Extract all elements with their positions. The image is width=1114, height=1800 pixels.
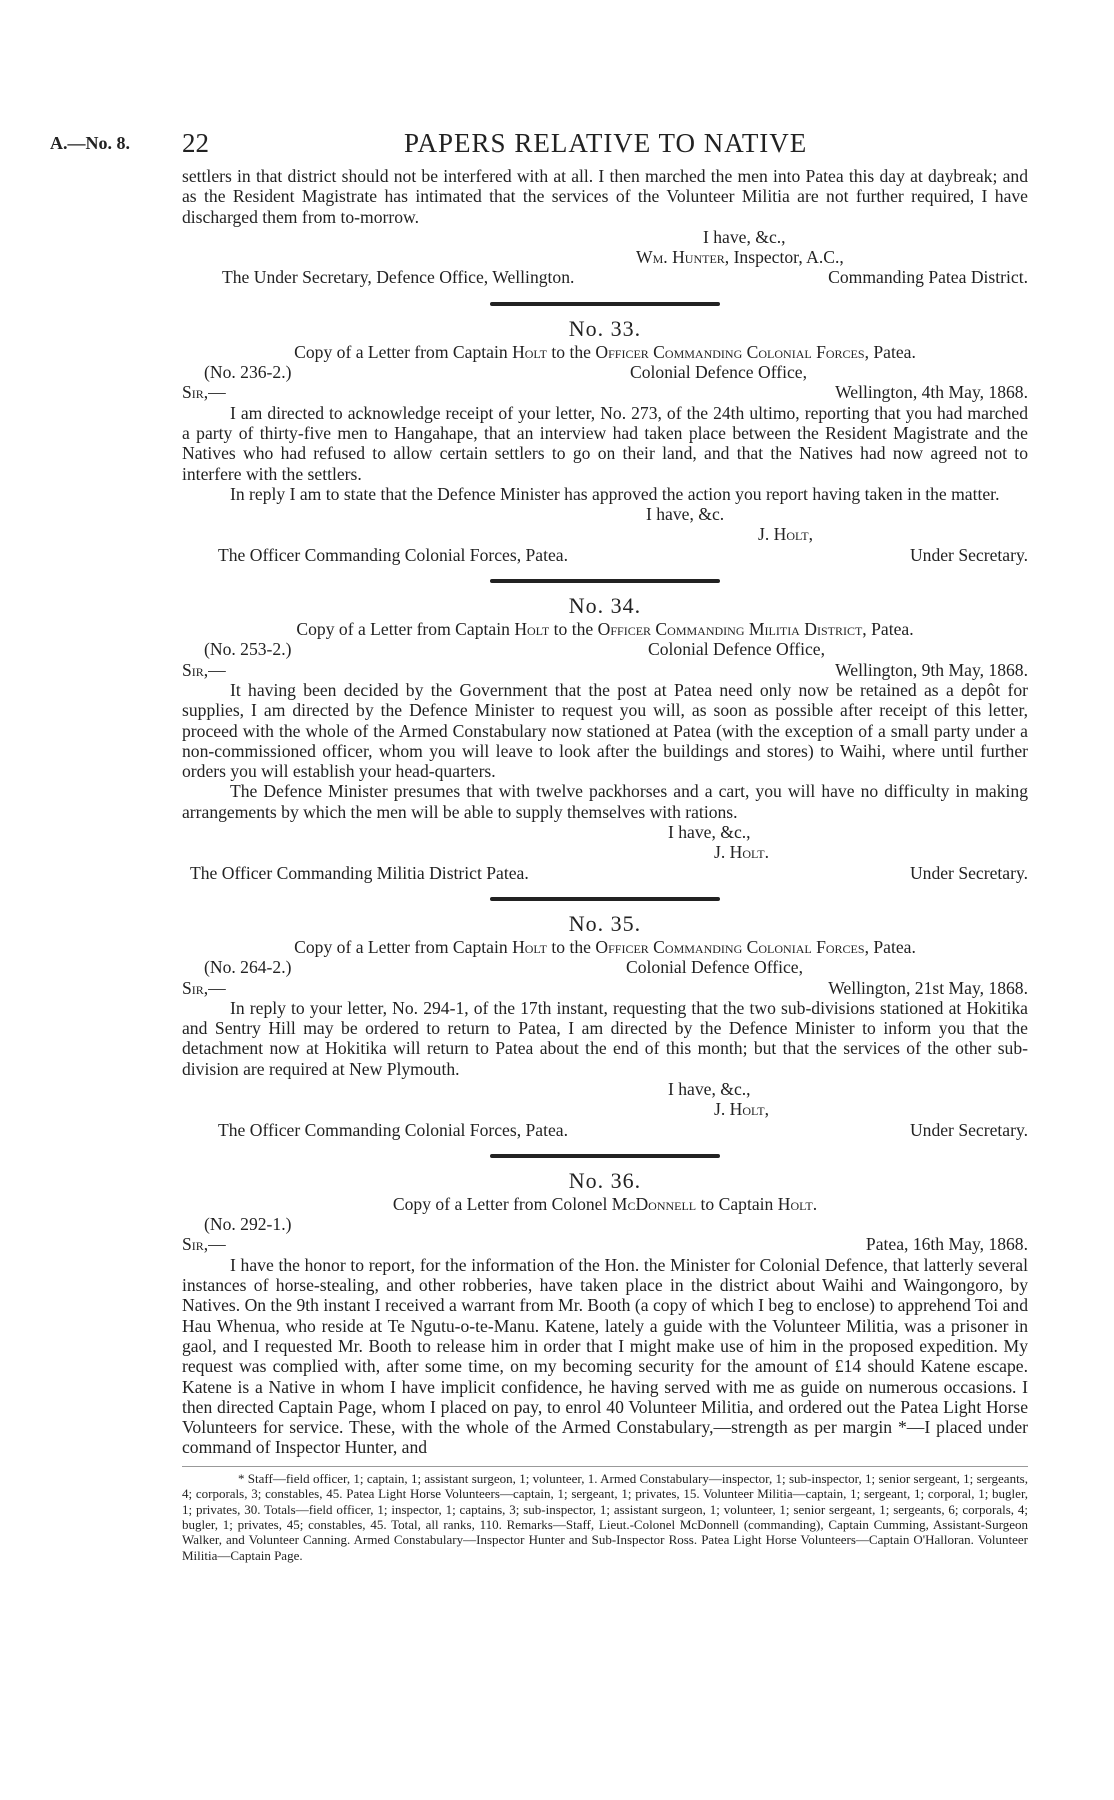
paragraph: I have the honor to report, for the information of the Hon. the Minister for Colonial Defence, that latterly several instances of horse-stealing, and other robberies, have taken place in the district about Waihi and Waingongoro, by Natives. On the 9th instant I received a warrant from Mr. Booth (a copy of which I beg to enclose) to apprehend Toi and Hau Whenua, who reside at Te Ngutu-o-te-Manu. Katene, lately a guide with the Volunteer Militia, was a prisoner in gaol, and I requested Mr. Booth to release him in order that I might make use of him in the proposed expedition. My request was complied with, after some time, on my becoming security for the amount of £14 should Katene escape. Katene is a Native in whom I have implicit confidence, he having served with me as guide on numerous occasions. I then directed Captain Page, whom I placed on pay, to enrol 40 Volunteer Militia, and ordered out the Patea Light Horse Volunteers for service. These, with the whole of the Armed Constabulary,—strength as per margin *—I placed under command of Inspector Hunter, and [182,1254,1028,1458]
paragraph: The Defence Minister presumes that with twelve packhorses and a cart, you will have no difficulty in making arrangements by which the men will be able to supply themselves with rations. [182,781,1028,822]
footnote [182,1466,1028,1563]
closing: I have, &c., [668,1078,751,1099]
section-divider [490,302,720,306]
letter-number: No. 34. [568,593,642,619]
addressee: The Officer Commanding Militia District Patea. [190,862,529,883]
letter-heading: Copy of a Letter from Colonel McDonnell to Captain Holt. [392,1193,818,1214]
letter-number: No. 35. [568,910,642,936]
letter-date: Wellington, 9th May, 1868. [835,659,1028,680]
letter-33 [182,316,1028,565]
letter-34 [182,593,1028,883]
continuation-paragraph: settlers in that district should not be interfered with at all. I then marched the men into Patea this day at daybreak; and as the Resident Magistrate has intimated that the services of the Volunteer Militia are not further required, I have discharged them from to-morrow. [182,166,1028,227]
section-divider [490,897,720,901]
letter-date: Patea, 16th May, 1868. [865,1234,1028,1255]
closing: I have, &c. [646,504,725,525]
office: Colonial Defence Office, [626,957,804,978]
paragraph: I am directed to acknowledge receipt of your letter, No. 273, of the 24th ultimo, reporting that you had marched a party of thirty-five men to Hangahape, that an interview had taken place between the Resident Magistrate and the Natives who had refused to allow certain settlers to go on their land, and that the Natives had now agreed not to interfere with the settlers. [182,402,1028,484]
letter-ref: (No. 264-2.) [204,957,292,978]
running-header [0,128,1114,162]
letter-35 [182,911,1028,1140]
letter-number: No. 33. [568,315,642,341]
letter-heading: Copy of a Letter from Captain Holt to the Officer Commanding Colonial Forces, Patea. [294,936,916,957]
signer-title: , Inspector, A.C., [724,247,844,268]
closing: I have, &c., [703,226,786,247]
addressee: The Officer Commanding Colonial Forces, Patea. [218,544,569,565]
letter-date: Wellington, 21st May, 1868. [828,977,1028,998]
continuation-block [182,166,1028,288]
signer-name: J. Holt. [714,842,769,863]
addressee: The Under Secretary, Defence Office, Wellington. [222,267,575,288]
paragraph: In reply to your letter, No. 294-1, of the 17th instant, requesting that the two sub-divisions stationed at Hokitika and Sentry Hill may be ordered to return to Patea, I am directed by the Defence Minister to inform you that the detachment now at Hokitika will return to Patea about the end of this month; but that the services of the other sub-division are required at New Plymouth. [182,997,1028,1079]
signer-name: Wm. Hunter [636,247,725,268]
salutation: Sir,— [182,382,226,403]
letter-number: No. 36. [568,1167,642,1193]
page-title: PAPERS RELATIVE TO NATIVE [404,128,808,158]
signer-title: Under Secretary. [909,862,1028,883]
letter-heading: Copy of a Letter from Captain Holt to the Officer Commanding Colonial Forces, Patea. [294,341,916,362]
letter-date: Wellington, 4th May, 1868. [835,382,1028,403]
signer-title-2: Commanding Patea District. [828,267,1028,288]
signer-name: J. Holt, [758,524,813,545]
section-divider [490,1154,720,1158]
page-number: 22 [182,128,209,158]
section-divider [490,579,720,583]
signer-name: J. Holt, [714,1099,769,1120]
salutation: Sir,— [182,659,226,680]
letter-36 [182,1168,1028,1458]
letter-heading: Copy of a Letter from Captain Holt to the Officer Commanding Militia District, Patea. [296,619,914,640]
signer-title: Under Secretary. [909,544,1028,565]
paragraph: It having been decided by the Government that the post at Patea need only now be retained as a depôt for supplies, I am directed by the Defence Minister to request you will, as soon as possible after receipt of this letter, proceed with the whole of the Armed Constabulary now stationed at Patea (with the exception of a small party under a non-commissioned officer, whom you will leave to look after the buildings and stores) to Waihi, where until further orders you will establish your head-quarters. [182,679,1028,782]
letter-ref: (No. 236-2.) [204,362,292,383]
salutation: Sir,— [182,1234,226,1255]
letter-ref: (No. 292-1.) [204,1214,292,1235]
page-body [182,166,1028,1563]
letter-ref: (No. 253-2.) [204,639,292,660]
closing: I have, &c., [668,822,751,843]
office: Colonial Defence Office, [648,639,826,660]
document-reference: A.—No. 8. [50,133,130,153]
signer-title: Under Secretary. [909,1119,1028,1140]
office: Colonial Defence Office, [630,362,808,383]
footnote-text: * Staff—field officer, 1; captain, 1; assistant surgeon, 1; volunteer, 1. Armed Constabulary—inspector, 1; sub-inspector, 1; senior sergeant, 1; sergeants, 4; corporals, 3; constables, 45. Patea Light Horse Volunteers—captain, 1; sergeant, 1; privates, 15. Volunteer Militia—captain, 1; sergeant, 1; corporal, 1; bugler, 1; privates, 30. Totals—field officer, 1; inspector, 1; captains, 3; sub-inspector, 1; assistant surgeon, 1; volunteer, 1; senior sergeant, 1; sergeants, 6; corporals, 4; bugler, 1; privates, 45; constables, 45. Total, all ranks, 110. Remarks—Staff, Lieut.-Colonel McDonnell (commanding), Captain Cumming, Assistant-Surgeon Walker, and Volunteer Canning. Armed Constabulary—Inspector Hunter and Sub-Inspector Ross. Patea Light Horse Volunteers—Captain O'Halloran. Volunteer Militia—Captain Page. [182,1470,1028,1563]
addressee: The Officer Commanding Colonial Forces, Patea. [218,1119,569,1140]
salutation: Sir,— [182,977,226,998]
paragraph: In reply I am to state that the Defence Minister has approved the action you report having taken in the matter. [230,483,1000,504]
